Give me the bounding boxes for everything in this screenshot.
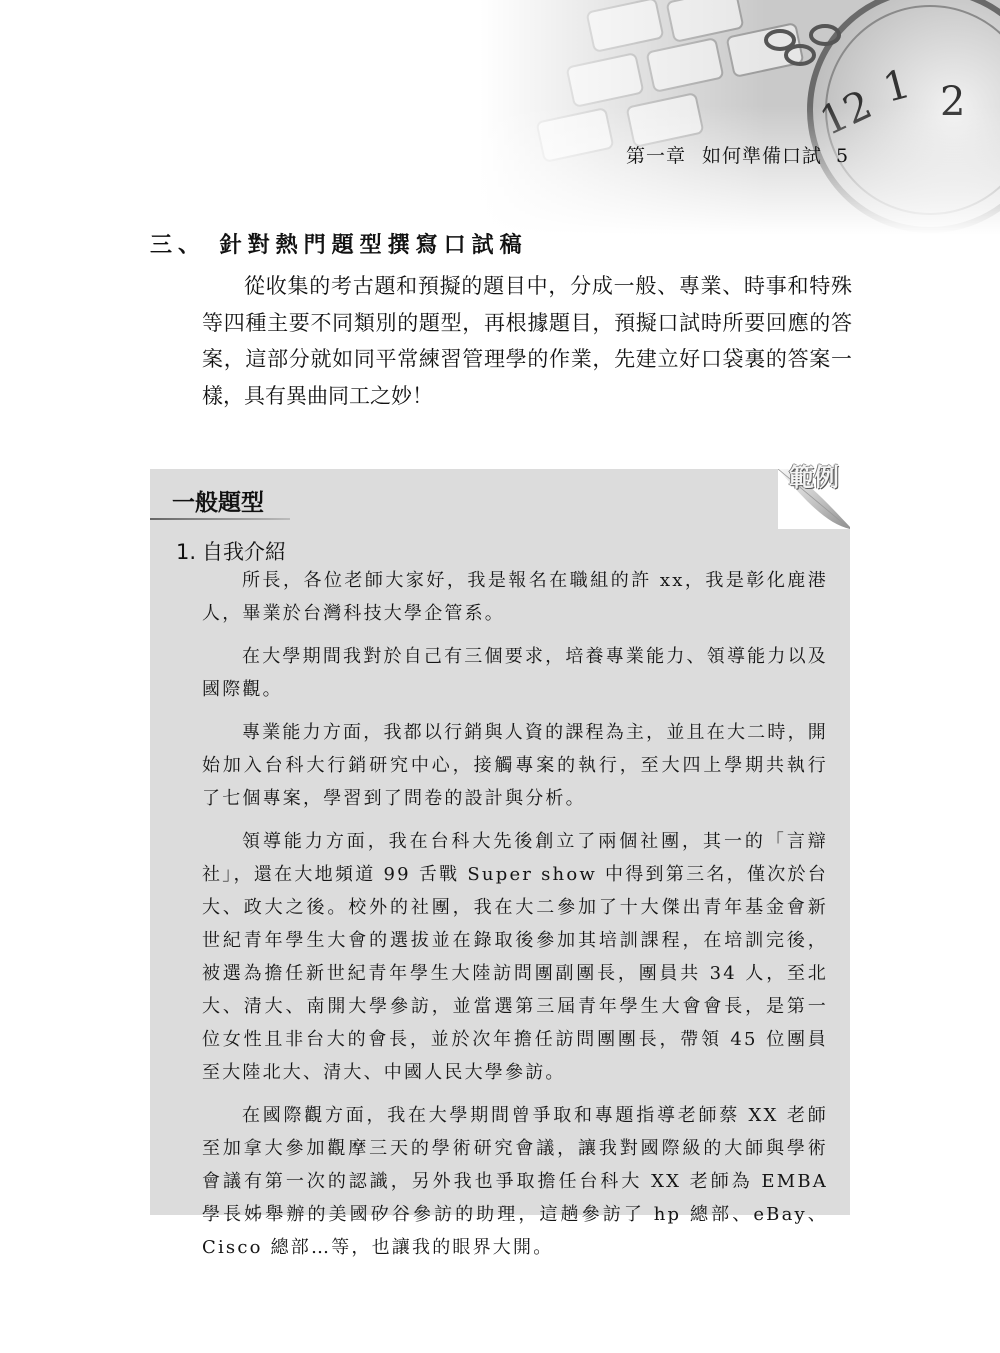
item-number: 1. bbox=[176, 540, 197, 564]
title-underline bbox=[150, 518, 290, 520]
header-clock-keyboard-image bbox=[480, 0, 1000, 235]
chapter-title: 如何準備口試 bbox=[702, 145, 823, 167]
box-title: 一般題型 bbox=[172, 489, 264, 516]
example-badge: 範例 bbox=[788, 463, 839, 492]
running-head bbox=[626, 141, 849, 168]
body-paragraph: 專業能力方面，我都以行銷與人資的課程為主，並且在大二時，開始加入台科大行銷研究中心，接觸專案的執行，至大四上學期共執行了七個專案，學習到了問卷的設計與分析。 bbox=[202, 722, 828, 809]
page-number: 5 bbox=[836, 145, 850, 167]
section-heading: 三、 針對熱門題型撰寫口試稿 bbox=[150, 232, 528, 258]
body-paragraph: 所長，各位老師大家好，我是報名在職組的許 xx，我是彰化鹿港人，畢業於台灣科技大學企管系。 bbox=[202, 570, 828, 624]
body-paragraph: 領導能力方面，我在台科大先後創立了兩個社團，其一的「言辯社」，還在大地頻道 99 舌戰 Super show 中得到第三名，僅次於台大、政大之後。校外的社團，我在大二參加了十大傑出青年基金會新世紀青年學生大會的選拔並在錄取後參加其培訓課程，在培訓完後，被選為擔任新世紀青年學生大陸訪問團副團長，團員共 34 人，至北大、清大、南開大學參訪，並當選第三屆青年學生大會會長，是第一位女性且非台大的會長，並於次年擔任訪問團團長，帶領 45 位團員至大陸北大、清大、中國人民大學參訪。 bbox=[202, 831, 828, 1083]
chapter-label: 第一章 bbox=[626, 145, 687, 167]
item-title: 自我介紹 bbox=[202, 540, 287, 564]
item-heading bbox=[176, 536, 286, 566]
self-introduction-text bbox=[202, 564, 828, 1274]
intro-paragraph: 從收集的考古題和預擬的題目中，分成一般、專業、時事和特殊等四種主要不同類別的題型，再根據題目，預擬口試時所要回應的答案，這部分就如同平常練習管理學的作業，先建立好口袋裏的答案一樣，具有異曲同工之妙！ bbox=[202, 274, 852, 408]
body-paragraph: 在國際觀方面，我在大學期間曾爭取和專題指導老師蔡 XX 老師至加拿大參加觀摩三天的學術研究會議，讓我對國際級的大師與學術會議有第一次的認識，另外我也爭取擔任台科大 XX 老師為 EMBA 學長姊舉辦的美國矽谷參訪的助理，這趟參訪了 hp 總部、eBay、Cisco 總部…等，也讓我的眼界大開。 bbox=[202, 1105, 828, 1258]
body-paragraph: 在大學期間我對於自己有三個要求，培養專業能力、領導能力以及國際觀。 bbox=[202, 646, 828, 700]
